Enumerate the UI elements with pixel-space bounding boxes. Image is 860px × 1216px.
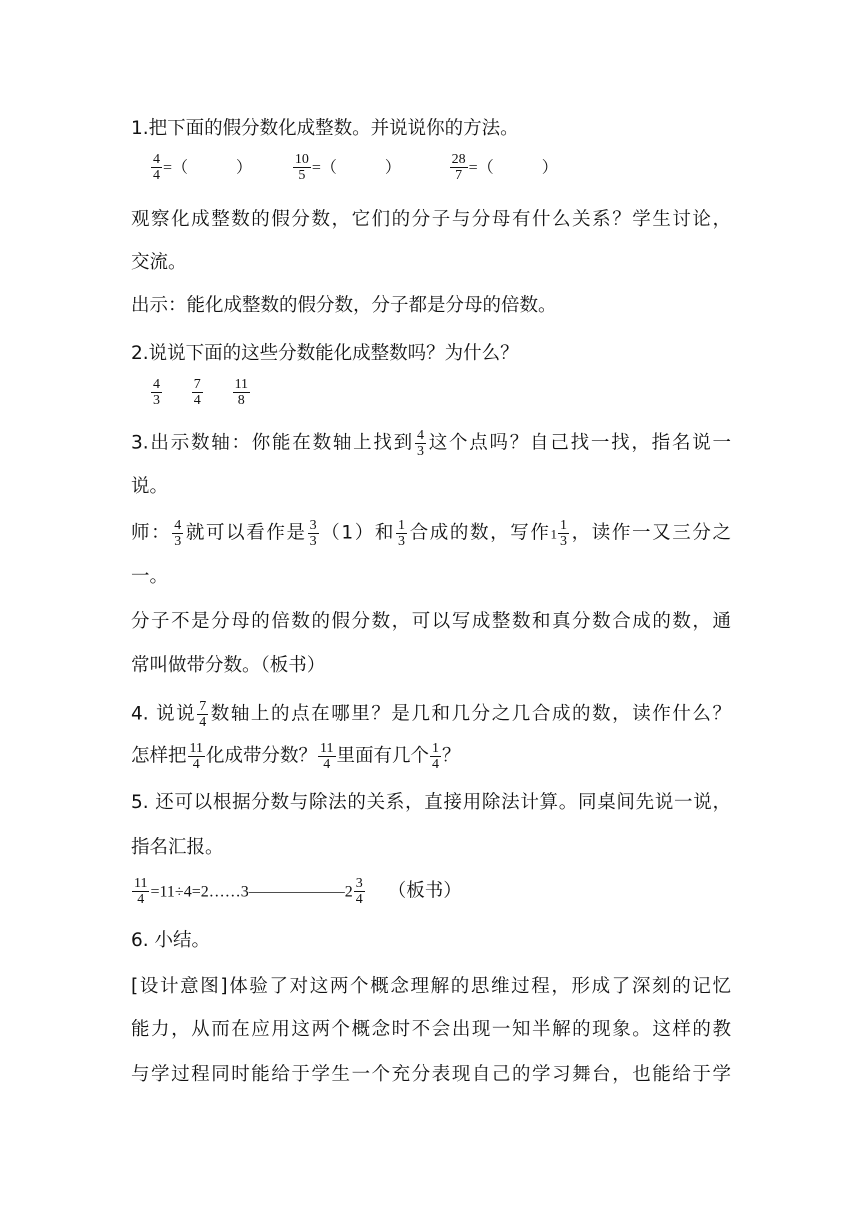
- q5-calculation: $\frac{11}{4}$ =11÷4=2……3——————2 $\frac{3}{4}$ （板书）: [134, 876, 462, 907]
- q1-title: 1.把下面的假分数化成整数。并说说你的方法。: [131, 118, 519, 139]
- fraction: $\frac{4}{3}$: [153, 377, 160, 408]
- fraction: $\frac{3}{3}$: [309, 518, 317, 549]
- fraction: $\frac{28}{7}$: [451, 152, 466, 183]
- fraction: $\frac{7}{4}$: [199, 699, 207, 730]
- answer-blank: （ ）: [320, 159, 401, 177]
- design-line3: 与学过程同时能给于学生一个充分表现自己的学习舞台，也能给于学: [131, 1064, 731, 1085]
- q1-show: 出示：能化成整数的假分数，分子都是分母的倍数。: [131, 295, 557, 316]
- q3-para-line2: 常叫做带分数。（板书）: [131, 655, 326, 676]
- answer-blank: （ ）: [477, 159, 558, 177]
- fraction: $\frac{1}{3}$: [559, 518, 567, 549]
- q2-title: 2.说说下面的这些分数能化成整数吗？为什么？: [131, 343, 519, 364]
- q5-line1: 5. 还可以根据分数与除法的关系，直接用除法计算。同桌间先说一说，: [131, 792, 731, 813]
- fraction: $\frac{10}{5}$: [294, 152, 309, 183]
- q6-title: 6. 小结。: [131, 930, 211, 951]
- q3-teacher-line2: 一。: [131, 566, 169, 587]
- q3-para-line1: 分子不是分母的倍数的假分数，可以写成整数和真分数合成的数，通: [131, 611, 731, 632]
- fraction: $\frac{11}{8}$: [234, 377, 249, 408]
- q4-line2: 怎样把 $\frac{11}{4}$ 化成带分数？ $\frac{11}{4}$ 里面有几个 $\frac{1}{4}$ ？: [131, 741, 461, 772]
- q2-fraction-row: [150, 377, 251, 408]
- fraction: $\frac{4}{3}$: [416, 428, 424, 459]
- q4-line1: 4. 说说 $\frac{7}{4}$ 数轴上的点在哪里？是几和几分之几合成的数，读作什么？: [131, 699, 731, 730]
- q5-line2: 指名汇报。: [131, 837, 224, 858]
- mixed-number-whole: 1: [550, 526, 557, 542]
- fraction: $\frac{11}{4}$: [189, 741, 203, 772]
- q3-teacher-line1: 师： $\frac{4}{3}$ 就可以看作是 $\frac{3}{3}$ （1）和 $\frac{1}{3}$ 合成的数，写作1 $\frac{1}{3}$ ，读作一又三分之: [131, 518, 731, 549]
- answer-blank: （ ）: [172, 159, 253, 177]
- q1-observe-line2: 交流。: [131, 252, 187, 273]
- fraction: $\frac{11}{4}$: [320, 741, 334, 772]
- q3-line1: 3.出示数轴：你能在数轴上找到 $\frac{4}{3}$ 这个点吗？自己找一找，指名说一: [131, 428, 731, 459]
- fraction: $\frac{3}{4}$: [355, 876, 363, 907]
- fraction: $\frac{1}{4}$: [432, 741, 440, 772]
- design-line1: [设计意图]体验了对这两个概念理解的思维过程，形成了深刻的记忆: [131, 976, 731, 997]
- fraction: $\frac{1}{3}$: [398, 518, 405, 549]
- fraction: $\frac{4}{4}$: [153, 152, 160, 183]
- fraction: $\frac{11}{4}$: [134, 876, 148, 907]
- design-line2: 能力，从而在应用这两个概念时不会出现一知半解的现象。这样的教: [131, 1019, 731, 1040]
- q1-observe-line1: 观察化成整数的假分数，它们的分子与分母有什么关系？学生讨论，: [131, 209, 731, 230]
- q1-fraction-row: $\frac{4}{4}$ =（ ） $\frac{10}{5}$ =（ ） $\frac{28}{7}$ =（ ）: [153, 152, 558, 183]
- fraction: $\frac{4}{3}$: [174, 518, 182, 549]
- fraction: $\frac{7}{4}$: [193, 377, 201, 408]
- q3-line2: 说。: [131, 476, 169, 497]
